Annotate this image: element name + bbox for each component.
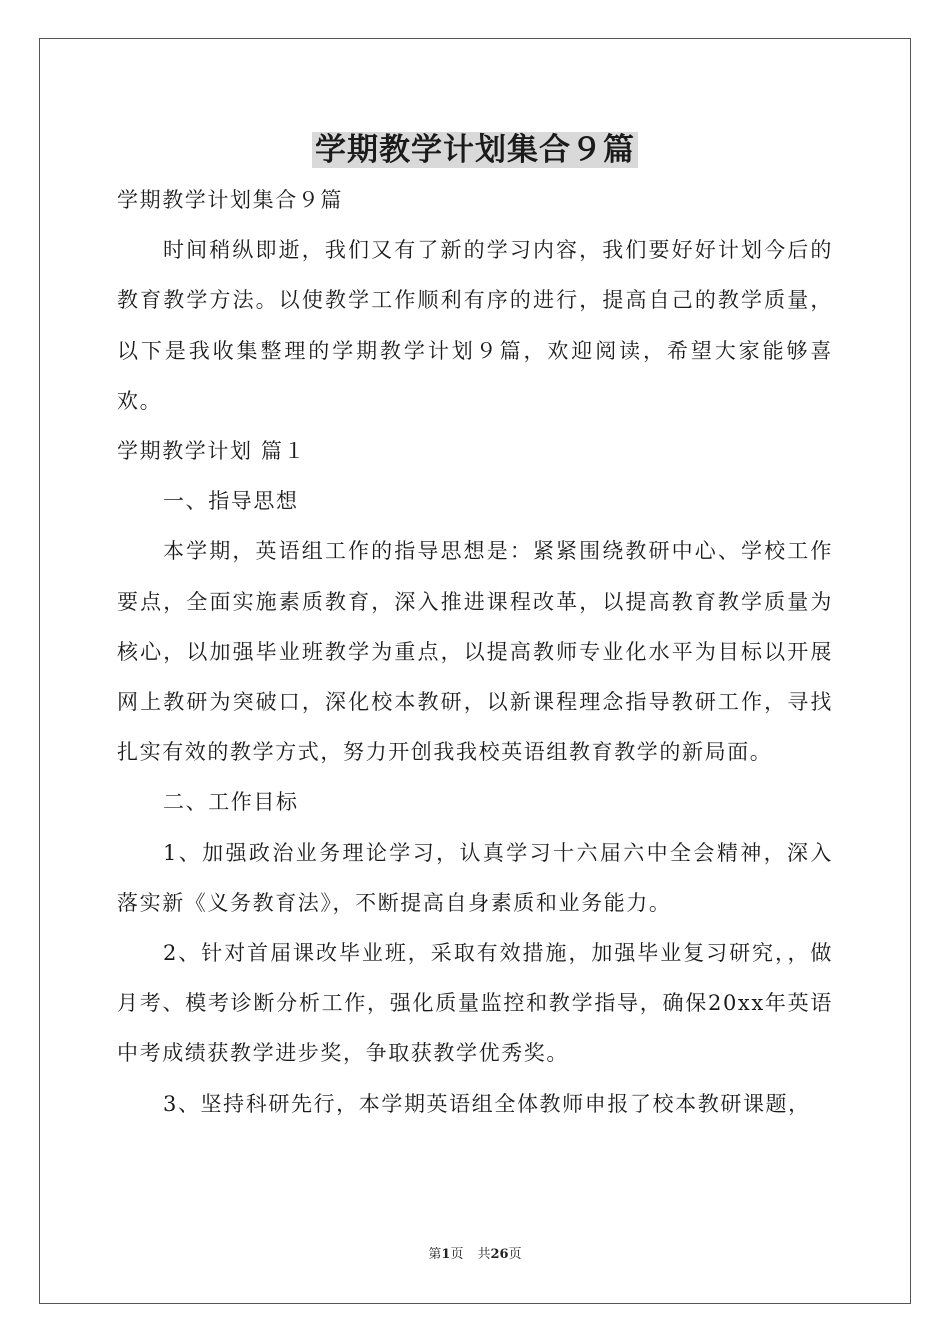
document-title	[0, 128, 950, 172]
paragraph-guiding-ideology: 本学期，英语组工作的指导思想是：紧紧围绕教研中心、学校工作要点，全面实施素质教育，深入推进课程改革，以提高教育教学质量为核心，以加强毕业班教学为重点，以提高教师专业化水平为目标以开展网上教研为突破口，深化校本教研，以新课程理念指导教研工作，寻找扎实有效的教学方式，努力开创我我校英语组教育教学的新局面。	[117, 539, 833, 765]
document-body	[117, 175, 833, 1129]
heading-guiding-ideology: 一、指导思想	[163, 489, 299, 514]
footer-page-total: 26	[490, 1247, 509, 1262]
heading-work-goals: 二、工作目标	[163, 790, 299, 815]
paragraph-goal-1: 1、加强政治业务理论学习，认真学习十六届六中全会精神，深入落实新《义务教育法》，不断提高自身素质和业务能力。	[117, 840, 833, 915]
paragraph-goal-2: 2、针对首届课改毕业班，采取有效措施，加强毕业复习研究，，做月考、模考诊断分析工作，强化质量监控和教学指导，确保20xx年英语中考成绩获教学进步奖，争取获教学优秀奖。	[117, 941, 833, 1066]
paragraph-goal-3: 3、坚持科研先行，本学期英语组全体教师申报了校本教研课题，	[163, 1091, 811, 1116]
paragraph-subtitle: 学期教学计划集合９篇	[117, 188, 343, 212]
footer-total-suffix: 页	[508, 1247, 522, 1262]
page-footer	[0, 1246, 950, 1264]
paragraph-intro: 时间稍纵即逝，我们又有了新的学习内容，我们要好好计划今后的教育教学方法。以使教学工作顺利有序的进行，提高自己的教学质量，以下是我收集整理的学期教学计划９篇，欢迎阅读，希望大家能够喜欢。	[117, 238, 833, 413]
section-heading-plan-1: 学期教学计划 篇１	[117, 439, 307, 464]
footer-page-mid: 页	[450, 1247, 464, 1262]
footer-page-current: 1	[441, 1247, 451, 1262]
document-title-text: 学期教学计划集合９篇	[312, 132, 638, 168]
footer-page-prefix: 第	[428, 1247, 442, 1262]
footer-total-prefix: 共	[477, 1247, 491, 1262]
